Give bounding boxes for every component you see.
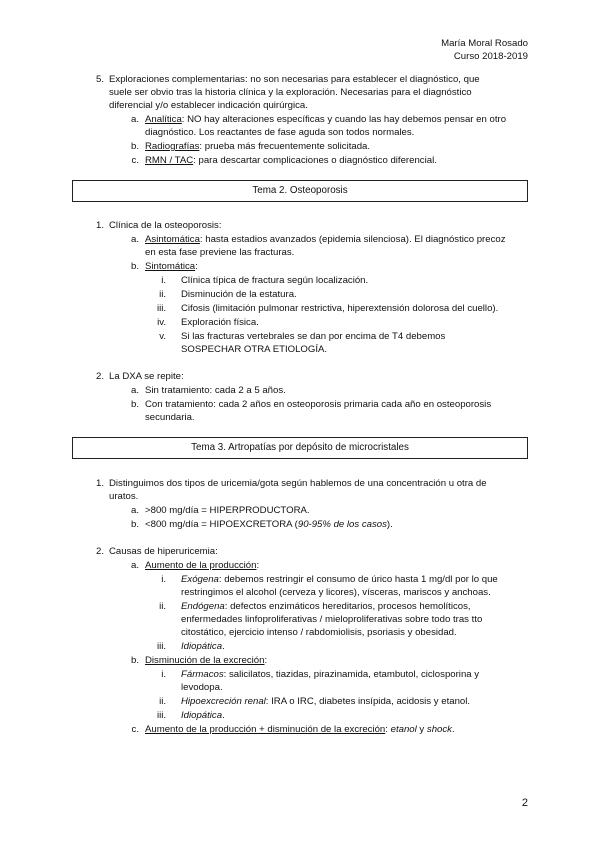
list-marker: iii. xyxy=(156,710,166,721)
item-text: Con tratamiento: cada 2 años en osteoporosis primaria cada año en osteoporosis xyxy=(145,399,492,410)
list-item xyxy=(145,260,198,273)
list-marker: a. xyxy=(130,114,139,125)
item-text: y xyxy=(416,724,427,735)
list-number: 1. xyxy=(95,220,104,231)
list-marker: b. xyxy=(130,655,139,666)
item-text: <800 mg/día = HIPOEXCRETORA ( xyxy=(145,519,298,530)
item-text: : IRA o IRC, diabetes insípida, acidosis y etanol. xyxy=(265,696,471,707)
list-item xyxy=(145,518,393,531)
list-marker: c. xyxy=(131,155,139,166)
item-text: Sin tratamiento: cada 2 a 5 años. xyxy=(145,385,286,396)
list-item xyxy=(145,654,267,667)
italic-text: Hipoexcreción renal xyxy=(181,696,266,707)
header-course: Curso 2018-2019 xyxy=(453,51,528,62)
list-number: 2. xyxy=(95,371,104,382)
keyword: Radiografías xyxy=(145,141,200,152)
item-text: : xyxy=(385,724,391,735)
item-text: . xyxy=(222,641,225,652)
list-number: 5. xyxy=(95,74,104,85)
item-text: Si las fracturas vertebrales se dan por encima de T4 debemos xyxy=(181,331,446,342)
italic-text: 90-95% de los casos xyxy=(297,519,387,530)
item-text: : xyxy=(256,560,260,571)
list-marker: a. xyxy=(130,505,139,516)
list-marker: v. xyxy=(159,331,166,342)
list-marker: b. xyxy=(130,261,139,272)
list-marker: a. xyxy=(130,234,139,245)
item-text: : xyxy=(195,261,198,272)
list-item xyxy=(145,723,455,736)
item-text: : xyxy=(264,655,268,666)
italic-text: etanol xyxy=(390,724,417,735)
page-number: 2 xyxy=(521,797,528,809)
item-text: en esta fase previene las fracturas. xyxy=(145,247,295,258)
paragraph-line: diferencial y/o establecer indicación quirúrgica. xyxy=(109,100,308,111)
keyword: Analítica xyxy=(145,114,182,125)
list-item xyxy=(145,559,259,572)
item-text: SOSPECHAR OTRA ETIOLOGÍA. xyxy=(181,344,328,355)
list-marker: ii. xyxy=(159,289,166,300)
list-marker: a. xyxy=(130,385,139,396)
keyword: Sintomática xyxy=(145,261,196,272)
item-text: : prueba más frecuentemente solicitada. xyxy=(199,141,371,152)
list-item xyxy=(181,640,225,653)
list-item xyxy=(145,113,527,126)
list-item xyxy=(181,573,527,586)
list-item xyxy=(145,154,437,167)
item-text: Clínica típica de fractura según localización. xyxy=(181,275,369,286)
item-text: : hasta estadios avanzados (epidemia silenciosa). El diagnóstico precoz xyxy=(199,234,506,245)
item-text: levodopa. xyxy=(181,682,223,693)
item-text: Causas de hiperuricemia: xyxy=(109,546,218,557)
item-text: citostático, ejercicio intenso / rabdomiolisis, psoriasis y obesidad. xyxy=(181,627,457,638)
section-title-box: Tema 3. Artropatías por depósito de microcristales xyxy=(72,437,528,459)
list-marker: i. xyxy=(161,275,166,286)
list-item xyxy=(145,233,527,246)
item-text: diagnóstico. Los reactantes de fase aguda son todos normales. xyxy=(145,127,415,138)
list-marker: a. xyxy=(130,560,139,571)
item-text: : defectos enzimáticos hereditarios, procesos hemolíticos, xyxy=(224,601,471,612)
item-text: Disminución de la estatura. xyxy=(181,289,297,300)
list-marker: iii. xyxy=(156,641,166,652)
list-item xyxy=(181,600,527,613)
italic-text: Idiopática xyxy=(181,641,223,652)
item-text: Distinguimos dos tipos de uricemia/gota según hablemos de una concentración u otra de xyxy=(109,478,487,489)
list-number: 2. xyxy=(95,546,104,557)
list-marker: i. xyxy=(161,669,166,680)
item-text: Exploración física. xyxy=(181,317,259,328)
item-text: : NO hay alteraciones específicas y cuando las hay debemos pensar en otro xyxy=(181,114,507,125)
item-text: La DXA se repite: xyxy=(109,371,184,382)
italic-text: Fármacos xyxy=(181,669,224,680)
paragraph-line: Exploraciones complementarias: no son necesarias para establecer el diagnóstico, que xyxy=(109,74,480,85)
item-text: : salicilatos, tiazidas, pirazinamida, etambutol, ciclosporina y xyxy=(223,669,480,680)
list-marker: ii. xyxy=(159,601,166,612)
keyword: Aumento de la producción + disminución de la excreción xyxy=(145,724,386,735)
header-author: María Moral Rosado xyxy=(441,38,528,49)
list-marker: ii. xyxy=(159,696,166,707)
list-item xyxy=(145,140,370,153)
list-item xyxy=(181,695,470,708)
list-number: 1. xyxy=(95,478,104,489)
italic-text: Endógena xyxy=(181,601,225,612)
keyword: Aumento de la producción xyxy=(145,560,257,571)
list-marker: iii. xyxy=(156,303,166,314)
list-marker: b. xyxy=(130,399,139,410)
item-text: : para descartar complicaciones o diagnóstico diferencial. xyxy=(193,155,437,166)
keyword: Disminución de la excreción xyxy=(145,655,265,666)
list-item xyxy=(181,709,225,722)
item-text: . xyxy=(222,710,225,721)
list-marker: b. xyxy=(130,519,139,530)
item-text: uratos. xyxy=(109,491,139,502)
item-text: secundaria. xyxy=(145,412,195,423)
keyword: RMN / TAC xyxy=(145,155,194,166)
italic-text: Exógena xyxy=(181,574,219,585)
item-text: : debemos restringir el consumo de úrico hasta 1 mg/dl por lo que xyxy=(218,574,498,585)
item-text: >800 mg/día = HIPERPRODUCTORA. xyxy=(145,505,310,516)
list-marker: i. xyxy=(161,574,166,585)
list-marker: iv. xyxy=(157,317,166,328)
item-text: restringimos el alcohol (cerveza y licores), vísceras, mariscos y anchoas. xyxy=(181,587,491,598)
item-text: . xyxy=(451,724,455,735)
section-title-box: Tema 2. Osteoporosis xyxy=(72,180,528,202)
item-text: Clínica de la osteoporosis: xyxy=(109,220,222,231)
item-text: Cifosis (limitación pulmonar restrictiva, hiperextensión dolorosa del cuello). xyxy=(181,303,499,314)
paragraph-line: suele ser obvio tras la historia clínica y la exploración. Necesarias para el diagnóstico xyxy=(109,87,472,98)
keyword: Asintomática xyxy=(145,234,200,245)
italic-text: shock xyxy=(426,724,452,735)
list-marker: c. xyxy=(131,724,139,735)
item-text: enfermedades linfoproliferativas / mieloproliferativas sobre todo tras tto xyxy=(181,614,483,625)
item-text: ). xyxy=(386,519,393,530)
list-item xyxy=(181,668,527,681)
italic-text: Idiopática xyxy=(181,710,223,721)
list-marker: b. xyxy=(130,141,139,152)
